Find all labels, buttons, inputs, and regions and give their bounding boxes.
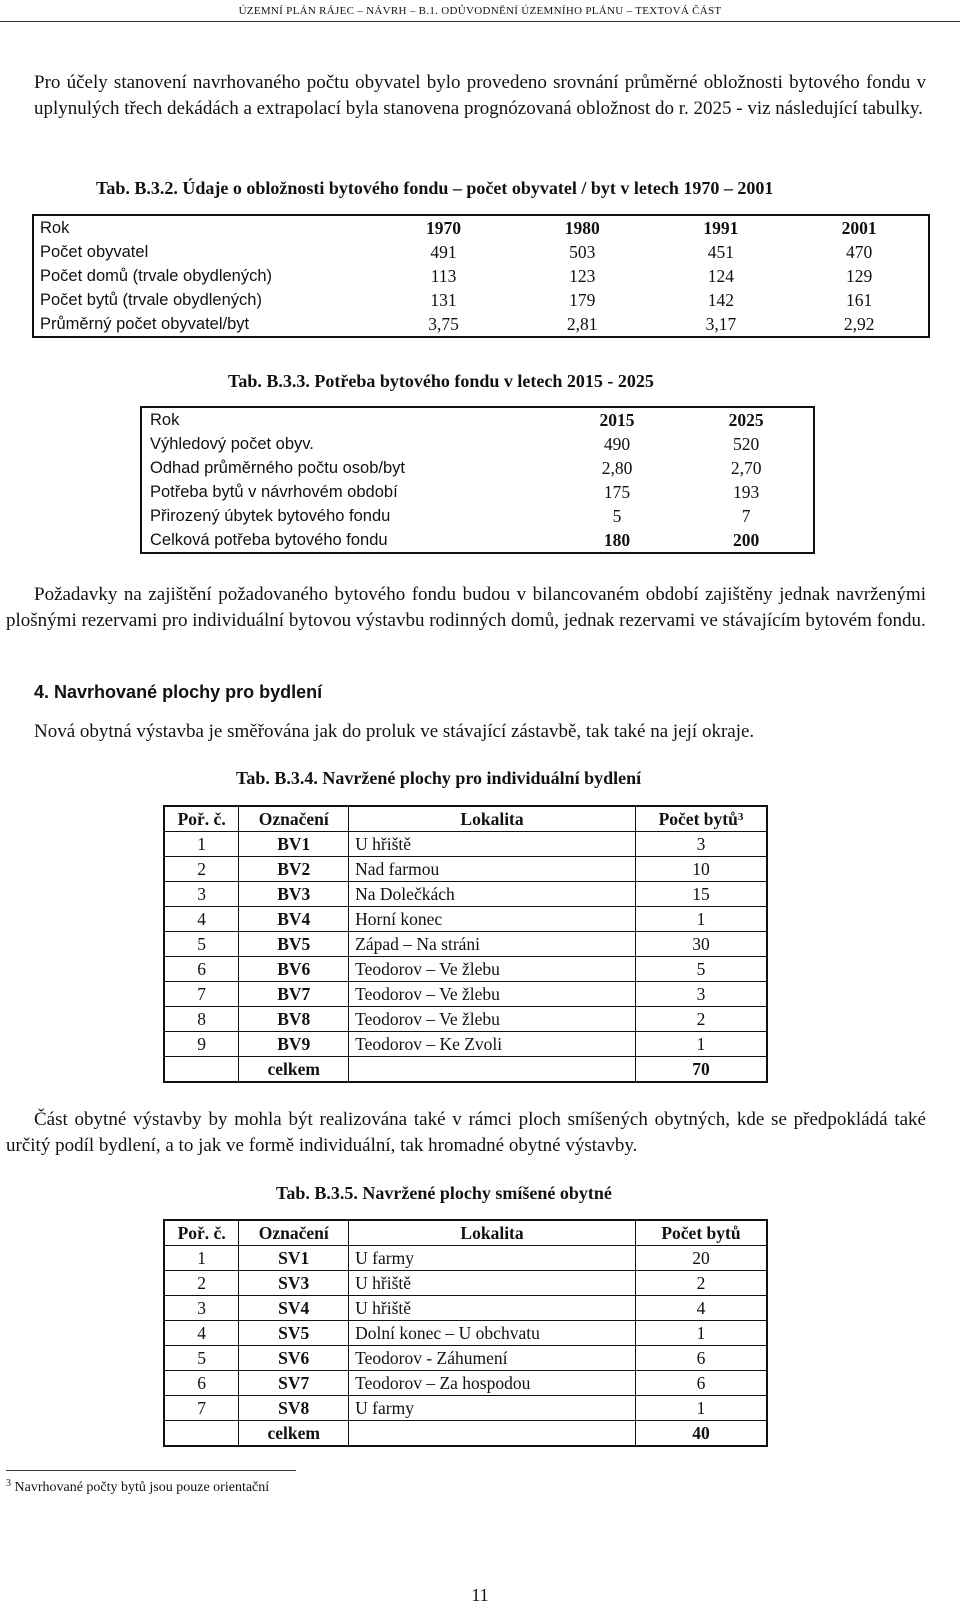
area-code-cell: SV4 — [239, 1296, 349, 1321]
area-code-cell: SV6 — [239, 1346, 349, 1371]
header-cell: Označení — [239, 1220, 349, 1246]
table-cell: 175 — [603, 482, 631, 502]
table-cell: Přirozený úbytek bytového fondu — [150, 507, 391, 525]
table-row — [164, 1371, 767, 1396]
header-cell: 1980 — [564, 218, 600, 238]
table-row — [164, 1032, 767, 1057]
table-cell: 490 — [603, 434, 631, 454]
running-header: ÚZEMNÍ PLÁN RÁJEC – NÁVRH – B.1. ODŮVODNĚNÍ ÚZEMNÍHO PLÁNU – TEXTOVÁ ČÁST — [238, 5, 722, 17]
dwelling-count-cell: 3 — [635, 982, 767, 1007]
table-cell: 2,92 — [843, 314, 875, 334]
dwelling-count-cell: 2 — [635, 1271, 767, 1296]
header-cell: Počet bytů — [635, 1220, 767, 1246]
table-cell: 520 — [733, 434, 760, 454]
empty-cell — [349, 1057, 636, 1083]
intro-paragraph: Pro účely stanovení navrhovaného počtu obyvatel bylo provedeno srovnání průměrné obložnosti bytového fondu v uplynulých třech dekádách a extrapolací byla stanovena prognózovaná obložnost do r. 2025 - viz následující tabulky. — [34, 72, 926, 119]
table-row — [164, 1346, 767, 1371]
locality-cell: Teodorov – Ke Zvoli — [349, 1032, 636, 1057]
area-code-cell: BV4 — [239, 907, 349, 932]
table-cell: 3,17 — [705, 314, 737, 334]
table-header-row — [164, 1220, 767, 1246]
table-cell: Potřeba bytů v návrhovém období — [150, 483, 398, 501]
table-cell: 123 — [569, 266, 596, 286]
header-cell: Poř. č. — [164, 1220, 239, 1246]
section-title: Navrhované plochy pro bydlení — [54, 682, 323, 702]
table-cell: 491 — [430, 242, 457, 262]
empty-cell — [164, 1421, 239, 1447]
dwelling-count-cell: 10 — [635, 857, 767, 882]
table-cell: 129 — [846, 266, 873, 286]
table-row — [164, 882, 767, 907]
locality-cell: Horní konec — [349, 907, 636, 932]
order-number-cell: 1 — [164, 832, 239, 857]
order-number-cell: 3 — [164, 882, 239, 907]
table-row — [164, 907, 767, 932]
table-occupancy — [32, 214, 930, 338]
header-cell: Označení — [239, 806, 349, 832]
dwelling-count-cell: 30 — [635, 932, 767, 957]
mixed-use-paragraph: Část obytné výstavby by mohla být realizována také v rámci ploch smíšených obytných, kde se předpokládá také určitý podíl bydlení, a to jak ve formě individuální, tak hromadné obytné výstavby. — [6, 1109, 926, 1156]
locality-cell: Teodorov - Záhumení — [349, 1346, 636, 1371]
dwelling-count-cell: 2 — [635, 1007, 767, 1032]
locality-cell: Teodorov – Ve žlebu — [349, 1007, 636, 1032]
area-code-cell: BV3 — [239, 882, 349, 907]
locality-cell: Teodorov – Ve žlebu — [349, 982, 636, 1007]
table-row — [164, 957, 767, 982]
table-cell: 2,70 — [730, 458, 762, 478]
locality-cell: Západ – Na stráni — [349, 932, 636, 957]
header-cell: Počet bytů$^3$ — [635, 806, 767, 832]
table-row — [164, 857, 767, 882]
header-cell: 1991 — [703, 218, 739, 238]
table4-caption: Tab. B.3.5. Navržené plochy smíšené obytné — [276, 1183, 612, 1203]
table-cell: Celková potřeba bytového fondu — [150, 531, 388, 549]
table-row — [164, 1296, 767, 1321]
table-cell: 200 — [733, 530, 760, 550]
requirements-paragraph: Požadavky na zajištění požadovaného bytového fondu budou v bilancovaném období zajištěny jednak navrženými plošnými rezervami pro individuální bytovou výstavbu rodinných domů, jednak rezervami ve stávajícím bytovém fondu. — [6, 584, 926, 631]
order-number-cell: 5 — [164, 932, 239, 957]
table-row — [141, 504, 814, 528]
header-cell: 2001 — [841, 218, 877, 238]
table-header-row — [164, 806, 767, 832]
page-number: 11 — [471, 1585, 489, 1605]
table-cell: Počet obyvatel — [40, 243, 149, 261]
area-code-cell: BV7 — [239, 982, 349, 1007]
header-cell: Poř. č. — [164, 806, 239, 832]
table-cell: 142 — [707, 290, 735, 310]
table-row — [141, 528, 814, 553]
order-number-cell: 4 — [164, 907, 239, 932]
table-mixed-housing — [163, 1219, 768, 1447]
table-row — [141, 432, 814, 456]
dwelling-count-cell: 20 — [635, 1246, 767, 1271]
order-number-cell: 3 — [164, 1296, 239, 1321]
area-code-cell: BV8 — [239, 1007, 349, 1032]
order-number-cell: 6 — [164, 957, 239, 982]
locality-cell: Dolní konec – U obchvatu — [349, 1321, 636, 1346]
table-header-row — [33, 215, 929, 240]
locality-cell: U hřiště — [349, 1296, 636, 1321]
table-row — [164, 1271, 767, 1296]
table-row — [164, 832, 767, 857]
table-row — [33, 288, 929, 312]
table-row — [164, 932, 767, 957]
table-cell: Počet domů (trvale obydlených) — [40, 267, 273, 285]
dwelling-count-cell: 1 — [635, 1032, 767, 1057]
header-cell: 2025 — [728, 410, 764, 430]
dwelling-count-cell: 1 — [635, 1396, 767, 1421]
area-code-cell: BV6 — [239, 957, 349, 982]
table-individual-housing — [163, 805, 768, 1083]
total-label-cell: celkem — [239, 1057, 349, 1083]
table-cell: 470 — [846, 242, 873, 262]
order-number-cell: 5 — [164, 1346, 239, 1371]
locality-cell: Teodorov – Ve žlebu — [349, 957, 636, 982]
table-row — [164, 1321, 767, 1346]
dwelling-count-cell: 1 — [635, 1321, 767, 1346]
footnote-text: Navrhované počty bytů jsou pouze orientační — [14, 1480, 270, 1495]
order-number-cell: 9 — [164, 1032, 239, 1057]
table-cell: Průměrný počet obyvatel/byt — [40, 315, 250, 333]
area-code-cell: SV3 — [239, 1271, 349, 1296]
dwelling-count-cell: 6 — [635, 1371, 767, 1396]
area-code-cell: BV9 — [239, 1032, 349, 1057]
area-code-cell: SV1 — [239, 1246, 349, 1271]
total-row — [164, 1421, 767, 1447]
header-cell: Rok — [40, 219, 70, 237]
table-cell: 179 — [569, 290, 596, 310]
header-cell: Lokalita — [349, 1220, 636, 1246]
order-number-cell: 2 — [164, 1271, 239, 1296]
table-row — [33, 264, 929, 288]
table-row — [141, 480, 814, 504]
area-code-cell: SV8 — [239, 1396, 349, 1421]
table2-caption: Tab. B.3.3. Potřeba bytového fondu v letech 2015 - 2025 — [228, 371, 654, 391]
locality-cell: Nad farmou — [349, 857, 636, 882]
table-header-row — [141, 407, 814, 432]
table-row — [164, 1007, 767, 1032]
area-code-cell: SV7 — [239, 1371, 349, 1396]
locality-cell: Teodorov – Za hospodou — [349, 1371, 636, 1396]
table-housing-need — [140, 406, 815, 554]
table-cell: 193 — [733, 482, 760, 502]
locality-cell: U farmy — [349, 1396, 636, 1421]
order-number-cell: 7 — [164, 1396, 239, 1421]
table-cell: 2,80 — [601, 458, 633, 478]
table-row — [33, 312, 929, 337]
dwelling-count-cell: 15 — [635, 882, 767, 907]
area-code-cell: BV5 — [239, 932, 349, 957]
table-row — [33, 240, 929, 264]
table-cell: 124 — [707, 266, 735, 286]
header-cell: Rok — [150, 411, 180, 429]
table-cell: 2,81 — [566, 314, 598, 334]
table-row — [164, 1246, 767, 1271]
total-row — [164, 1057, 767, 1083]
order-number-cell: 1 — [164, 1246, 239, 1271]
total-value-cell: 40 — [635, 1421, 767, 1447]
table-cell: Výhledový počet obyv. — [150, 435, 314, 453]
table-cell: 503 — [569, 242, 596, 262]
table-cell: 5 — [612, 506, 622, 526]
table-cell: 180 — [603, 530, 631, 550]
table-cell: 7 — [741, 506, 751, 526]
total-value-cell: 70 — [635, 1057, 767, 1083]
table1-caption: Tab. B.3.2. Údaje o obložnosti bytového fondu – počet obyvatel / byt v letech 1970 – 2001 — [96, 178, 774, 198]
area-code-cell: BV1 — [239, 832, 349, 857]
table-cell: 113 — [430, 266, 457, 286]
section-4-heading — [34, 682, 322, 703]
dwelling-count-cell: 6 — [635, 1346, 767, 1371]
header-cell: 2015 — [599, 410, 635, 430]
header-rule — [0, 21, 960, 22]
table-cell: Odhad průměrného počtu osob/byt — [150, 459, 406, 477]
locality-cell: U hřiště — [349, 832, 636, 857]
footnote-reference: 3 — [737, 811, 744, 823]
table-cell: Počet bytů (trvale obydlených) — [40, 291, 262, 309]
new-construction-paragraph: Nová obytná výstavba je směřována jak do proluk ve stávající zástavbě, tak také na její okraje. — [34, 721, 755, 742]
table-row — [164, 1396, 767, 1421]
footnote — [6, 1480, 269, 1496]
dwelling-count-cell: 1 — [635, 907, 767, 932]
table3-caption: Tab. B.3.4. Navržené plochy pro individuální bydlení — [236, 768, 642, 788]
order-number-cell: 6 — [164, 1371, 239, 1396]
header-cell: Lokalita — [349, 806, 636, 832]
order-number-cell: 7 — [164, 982, 239, 1007]
locality-cell: Na Dolečkách — [349, 882, 636, 907]
table-row — [164, 982, 767, 1007]
table-cell: 451 — [707, 242, 735, 262]
area-code-cell: SV5 — [239, 1321, 349, 1346]
order-number-cell: 4 — [164, 1321, 239, 1346]
table-row — [141, 456, 814, 480]
total-label-cell: celkem — [239, 1421, 349, 1447]
table-cell: 3,75 — [428, 314, 459, 334]
order-number-cell: 2 — [164, 857, 239, 882]
footnote-mark: 3 — [6, 1478, 11, 1489]
dwelling-count-cell: 4 — [635, 1296, 767, 1321]
dwelling-count-cell: 5 — [635, 957, 767, 982]
table-cell: 131 — [430, 290, 457, 310]
empty-cell — [349, 1421, 636, 1447]
locality-cell: U hřiště — [349, 1271, 636, 1296]
empty-cell — [164, 1057, 239, 1083]
order-number-cell: 8 — [164, 1007, 239, 1032]
footnote-rule — [6, 1470, 296, 1471]
area-code-cell: BV2 — [239, 857, 349, 882]
table-cell: 161 — [846, 290, 873, 310]
dwelling-count-cell: 3 — [635, 832, 767, 857]
locality-cell: U farmy — [349, 1246, 636, 1271]
section-number: 4. — [34, 682, 50, 702]
header-cell: 1970 — [426, 218, 462, 238]
